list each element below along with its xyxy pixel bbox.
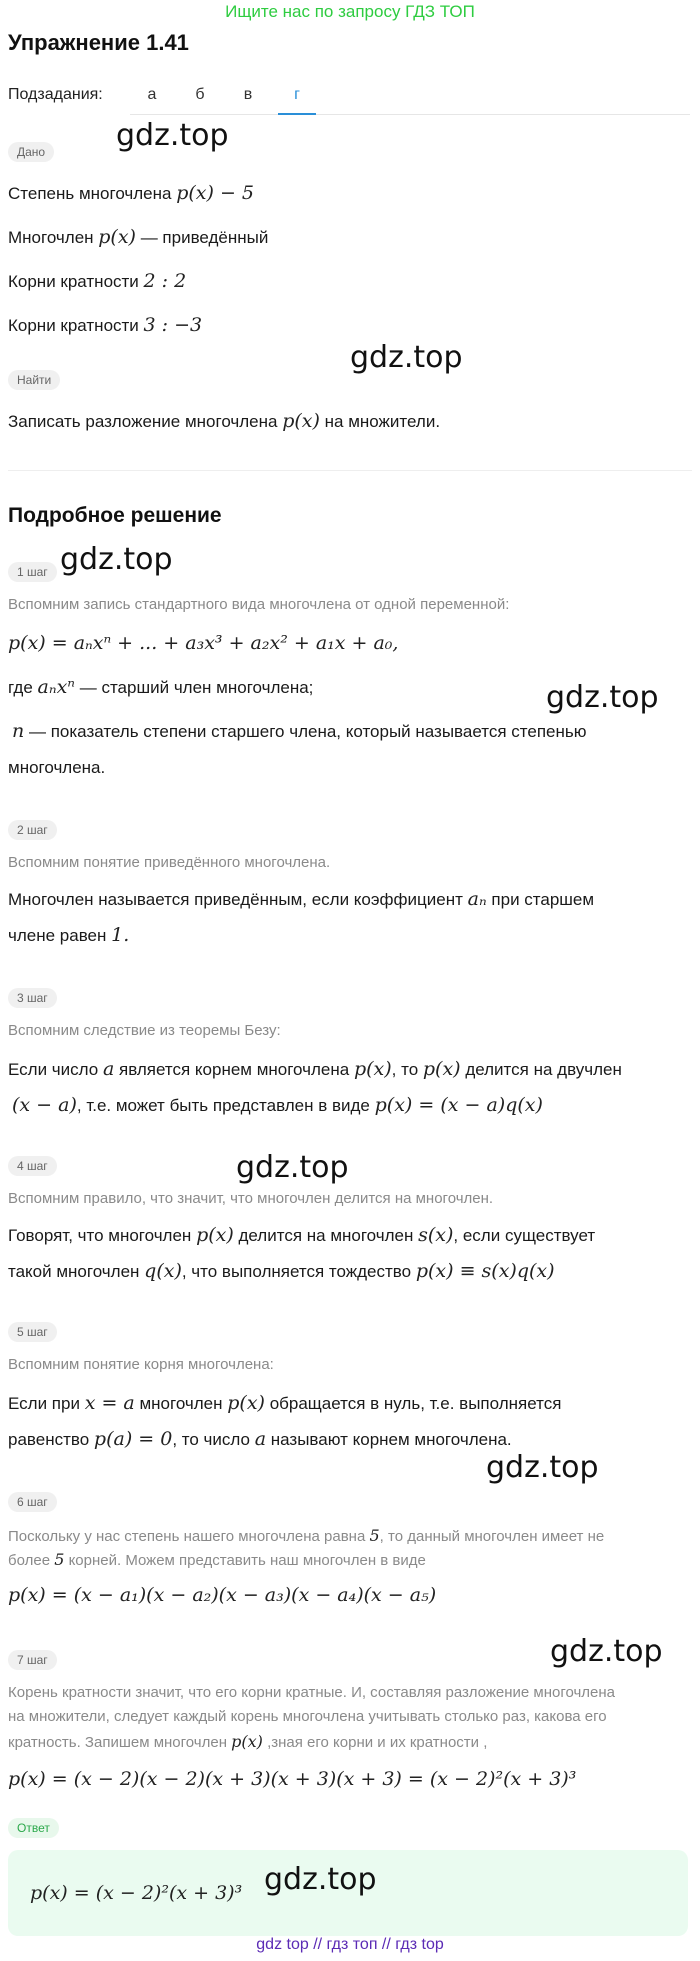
find-text-a: Записать разложение многочлена bbox=[8, 412, 278, 431]
given-line-3 bbox=[8, 270, 186, 292]
step-1-line-3 bbox=[12, 720, 586, 742]
step-4-l2-m1: q(x) bbox=[144, 1260, 182, 1282]
tab-subtask-a[interactable]: а bbox=[147, 86, 157, 103]
given-line-4 bbox=[8, 314, 202, 336]
step-2-l2-a: члене равен bbox=[8, 926, 107, 945]
step-6-hint2-b: корней. Можем представить наш многочлен в виде bbox=[68, 1552, 426, 1569]
footer-links[interactable]: gdz top // гдз топ // гдз top bbox=[256, 1936, 444, 1953]
step-1-formula: p(x) = aₙxⁿ + ... + a₃x³ + a₂x² + a₁x + a₀, bbox=[8, 632, 399, 654]
solution-title: Подробное решение bbox=[8, 504, 222, 527]
tab-subtask-b[interactable]: б bbox=[195, 86, 205, 103]
find-text-b: на множители. bbox=[324, 412, 441, 431]
step-1-l2-a: где bbox=[8, 678, 33, 697]
given-line-4-text: Корни кратности bbox=[8, 316, 139, 335]
section-divider bbox=[8, 470, 692, 471]
given-line-2-math: p(x) bbox=[98, 226, 136, 248]
step-4-l1-b: делится на многочлен bbox=[238, 1226, 414, 1245]
step-1-l3-b: — показатель степени старшего члена, который называется степенью bbox=[28, 722, 587, 741]
step-4-line-2 bbox=[8, 1260, 555, 1282]
step-2-hint: Вспомним понятие приведённого многочлена. bbox=[8, 854, 331, 871]
tab-subtask-g[interactable]: г bbox=[294, 86, 300, 103]
page-title: Упражнение 1.41 bbox=[8, 30, 189, 55]
subtasks-label: Подзадания: bbox=[8, 86, 103, 103]
step-3-l1-b: является корнем многочлена bbox=[119, 1060, 350, 1079]
step-6-pill: 6 шаг bbox=[8, 1492, 57, 1512]
step-5-line-1 bbox=[8, 1392, 561, 1414]
watermark: gdz.top bbox=[550, 1634, 663, 1669]
tabs-divider bbox=[130, 114, 690, 115]
step-5-l2-b: , то число bbox=[172, 1430, 250, 1449]
step-6-hint1-b: , то данный многочлен имеет не bbox=[379, 1528, 605, 1545]
step-3-l1-m3: p(x) bbox=[422, 1058, 461, 1080]
step-3-line-2 bbox=[12, 1094, 543, 1116]
step-2-pill: 2 шаг bbox=[8, 820, 57, 840]
find-math: p(x) bbox=[282, 410, 320, 432]
step-4-l2-a: такой многочлен bbox=[8, 1262, 140, 1281]
step-2-l1-b: при старшем bbox=[491, 890, 595, 909]
step-3-l1-a: Если число bbox=[8, 1060, 99, 1079]
step-4-l2-b: , что выполняется тождество bbox=[181, 1262, 412, 1281]
step-5-l1-a: Если при bbox=[8, 1394, 80, 1413]
watermark: gdz.top bbox=[236, 1150, 349, 1185]
watermark: gdz.top bbox=[546, 680, 659, 715]
step-5-l1-c: обращается в нуль, т.е. выполняется bbox=[269, 1394, 562, 1413]
step-2-line-1 bbox=[8, 888, 594, 910]
step-7-hint3-m: p(x) bbox=[231, 1732, 263, 1751]
step-3-l1-m1: a bbox=[102, 1058, 115, 1080]
step-5-l1-m1: x = a bbox=[84, 1392, 135, 1414]
step-6-hint2-a: более bbox=[8, 1552, 51, 1569]
step-7-hint-2: на множители, следует каждый корень многочлена учитывать столько раз, какова его bbox=[8, 1708, 607, 1725]
step-3-pill: 3 шаг bbox=[8, 988, 57, 1008]
given-line-2 bbox=[8, 226, 268, 248]
watermark: gdz.top bbox=[264, 1862, 377, 1897]
step-4-l1-m1: p(x) bbox=[196, 1224, 234, 1246]
step-5-l2-m2: a bbox=[254, 1428, 267, 1450]
step-4-hint: Вспомним правило, что значит, что многочлен делится на многочлен. bbox=[8, 1190, 494, 1207]
step-3-line-1 bbox=[8, 1058, 622, 1080]
step-6-hint-2 bbox=[8, 1550, 426, 1569]
step-6-hint1-a: Поскольку у нас степень нашего многочлена равна bbox=[8, 1528, 366, 1545]
step-6-hint2-m: 5 bbox=[54, 1550, 65, 1569]
step-6-formula: p(x) = (x − a₁)(x − a₂)(x − a₃)(x − a₄)(x − a₅) bbox=[8, 1584, 437, 1606]
step-2-l2-math: 1. bbox=[111, 924, 130, 946]
step-2-l1-math: aₙ bbox=[467, 888, 487, 910]
step-5-hint: Вспомним понятие корня многочлена: bbox=[8, 1356, 274, 1373]
watermark: gdz.top bbox=[486, 1450, 599, 1485]
step-4-l2-m2: p(x) ≡ s(x)q(x) bbox=[415, 1260, 555, 1282]
given-line-1-math: p(x) − 5 bbox=[176, 182, 254, 204]
step-5-l1-m2: p(x) bbox=[227, 1392, 265, 1414]
step-1-l3-math: n bbox=[12, 720, 25, 742]
tab-subtask-v[interactable]: в bbox=[243, 86, 253, 103]
given-line-3-text: Корни кратности bbox=[8, 272, 139, 291]
step-5-pill: 5 шаг bbox=[8, 1322, 57, 1342]
step-1-l2-math: aₙxⁿ bbox=[37, 676, 75, 698]
step-3-hint: Вспомним следствие из теоремы Безу: bbox=[8, 1022, 281, 1039]
given-line-4-math: 3 : −3 bbox=[143, 314, 203, 336]
watermark: gdz.top bbox=[116, 118, 229, 153]
step-5-line-2 bbox=[8, 1428, 512, 1450]
step-1-line-4: многочлена. bbox=[8, 758, 106, 777]
given-pill: Дано bbox=[8, 142, 54, 162]
step-1-line-2 bbox=[8, 676, 313, 698]
given-line-1-text: Степень многочлена bbox=[8, 184, 172, 203]
given-line-3-math: 2 : 2 bbox=[143, 270, 187, 292]
step-1-pill: 1 шаг bbox=[8, 562, 57, 582]
step-3-l1-d: делится на двучлен bbox=[465, 1060, 622, 1079]
step-4-l1-a: Говорят, что многочлен bbox=[8, 1226, 192, 1245]
step-3-l1-m2: p(x) bbox=[353, 1058, 392, 1080]
step-7-formula: p(x) = (x − 2)(x − 2)(x + 3)(x + 3)(x + 3) = (x − 2)²(x + 3)³ bbox=[8, 1768, 577, 1790]
step-2-l1-a: Многочлен называется приведённым, если коэффициент bbox=[8, 890, 463, 909]
find-line bbox=[8, 410, 440, 432]
answer-formula: p(x) = (x − 2)²(x + 3)³ bbox=[30, 1882, 243, 1904]
watermark: gdz.top bbox=[350, 340, 463, 375]
step-4-pill: 4 шаг bbox=[8, 1156, 57, 1176]
step-4-line-1 bbox=[8, 1224, 595, 1246]
step-5-l1-b: многочлен bbox=[139, 1394, 223, 1413]
step-7-pill: 7 шаг bbox=[8, 1650, 57, 1670]
step-3-l2-m2: p(x) = (x − a)q(x) bbox=[374, 1094, 543, 1116]
watermark: gdz.top bbox=[60, 542, 173, 577]
step-6-hint-1 bbox=[8, 1526, 604, 1545]
step-3-l1-c: , то bbox=[391, 1060, 419, 1079]
step-5-l2-a: равенство bbox=[8, 1430, 90, 1449]
step-5-l2-c: называют корнем многочлена. bbox=[270, 1430, 512, 1449]
given-line-2-tail: — приведённый bbox=[140, 228, 269, 247]
given-line-1 bbox=[8, 182, 254, 204]
step-6-hint1-m: 5 bbox=[369, 1526, 380, 1545]
step-3-l2-m1: (x − a) bbox=[12, 1094, 77, 1116]
step-7-hint3-b: ,зная его корни и их кратности , bbox=[267, 1734, 488, 1751]
step-7-hint3-a: кратность. Запишем многочлен bbox=[8, 1734, 227, 1751]
step-7-hint-1: Корень кратности значит, что его корни кратные. И, составляя разложение многочлена bbox=[8, 1684, 616, 1701]
step-2-line-2 bbox=[8, 924, 129, 946]
top-banner[interactable]: Ищите нас по запросу ГДЗ ТОП bbox=[225, 2, 475, 21]
step-1-l2-b: — старший член многочлена; bbox=[79, 678, 314, 697]
find-pill: Найти bbox=[8, 370, 60, 390]
step-3-l2-b: , т.е. может быть представлен в виде bbox=[76, 1096, 370, 1115]
step-4-l1-c: , если существует bbox=[453, 1226, 596, 1245]
step-1-hint: Вспомним запись стандартного вида многочлена от одной переменной: bbox=[8, 596, 510, 613]
answer-pill: Ответ bbox=[8, 1818, 59, 1838]
step-7-hint-3 bbox=[8, 1732, 487, 1751]
active-tab-indicator bbox=[278, 113, 316, 115]
step-4-l1-m2: s(x) bbox=[418, 1224, 454, 1246]
given-line-2-text: Многочлен bbox=[8, 228, 94, 247]
step-5-l2-m1: p(a) = 0 bbox=[93, 1428, 173, 1450]
